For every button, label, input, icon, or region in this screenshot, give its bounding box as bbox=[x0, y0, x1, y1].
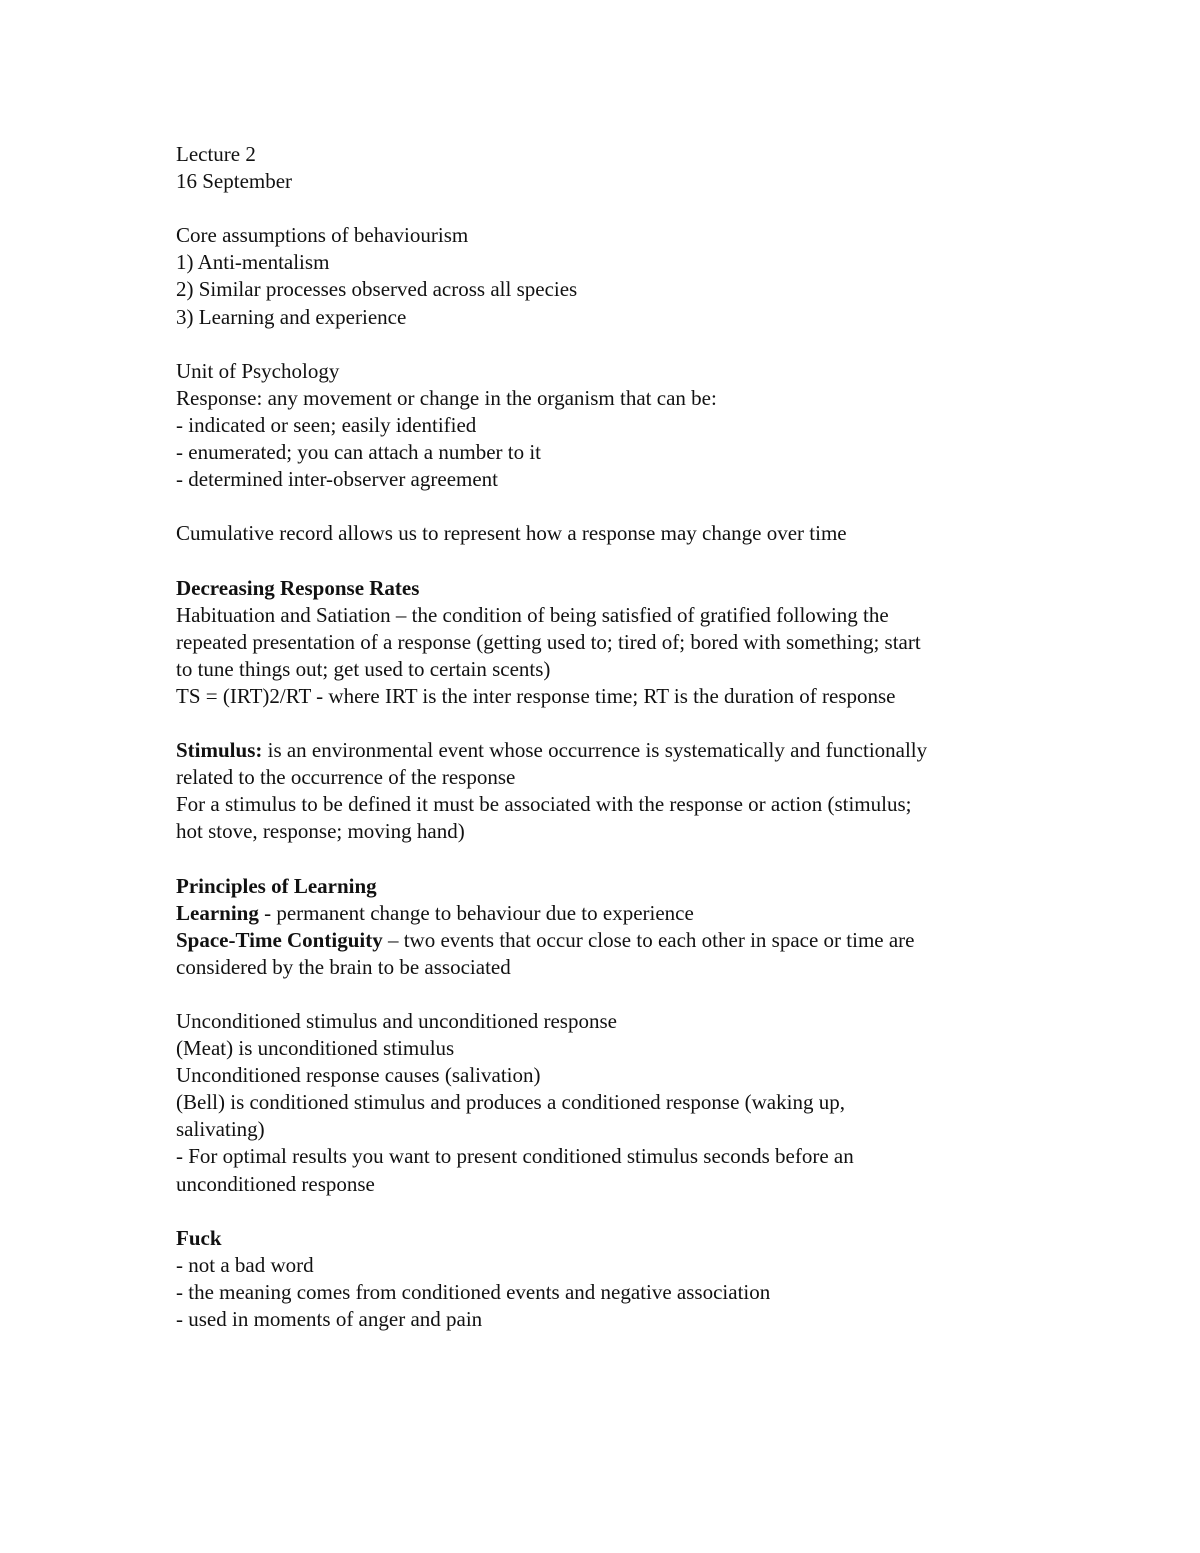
core-assumption-item: 1) Anti-mentalism bbox=[176, 250, 330, 275]
conditioning-line: Unconditioned stimulus and unconditioned response bbox=[176, 1009, 617, 1033]
conditioning-line: - For optimal results you want to present conditioned stimulus seconds before an bbox=[176, 1144, 854, 1169]
spacer bbox=[176, 493, 1036, 520]
word-heading: Fuck bbox=[176, 1225, 222, 1250]
core-assumptions-heading: Core assumptions of behaviourism bbox=[176, 223, 469, 248]
contiguity-definition-cont: considered by the brain to be associated bbox=[176, 954, 511, 979]
spacer bbox=[176, 547, 1036, 574]
learning-term: Learning bbox=[176, 900, 259, 925]
core-assumption-item: 2) Similar processes observed across all species bbox=[176, 277, 578, 302]
stimulus-note: For a stimulus to be defined it must be associated with the response or action (stimulus; bbox=[176, 792, 912, 817]
contiguity-definition-text: – two events that occur close to each other in space or time are bbox=[382, 927, 915, 952]
word-note: - used in moments of anger and pain bbox=[176, 1307, 483, 1332]
unit-heading: Unit of Psychology bbox=[176, 358, 340, 383]
principles-heading: Principles of Learning bbox=[176, 873, 377, 898]
spacer bbox=[176, 331, 1036, 358]
learning-definition-text: - permanent change to behaviour due to experience bbox=[258, 900, 694, 925]
word-note: - not a bad word bbox=[176, 1252, 314, 1277]
stimulus-definition-cont: related to the occurrence of the response bbox=[176, 765, 516, 790]
ts-formula: TS = (IRT)2/RT - where IRT is the inter response time; RT is the duration of response bbox=[176, 683, 896, 708]
lecture-title: Lecture 2 bbox=[176, 142, 256, 166]
document-page bbox=[176, 141, 1036, 1333]
spacer bbox=[176, 710, 1036, 737]
response-definition: Response: any movement or change in the organism that can be: bbox=[176, 385, 717, 410]
habituation-text: to tune things out; get used to certain scents) bbox=[176, 656, 551, 681]
core-assumption-item: 3) Learning and experience bbox=[176, 304, 407, 329]
spacer bbox=[176, 1198, 1036, 1225]
habituation-text: Habituation and Satiation – the condition of being satisfied of gratified following the bbox=[176, 602, 889, 627]
stimulus-definition bbox=[176, 737, 1036, 764]
learning-definition bbox=[176, 900, 1036, 927]
response-criterion: - enumerated; you can attach a number to it bbox=[176, 440, 542, 465]
conditioning-line: (Bell) is conditioned stimulus and produces a conditioned response (waking up, bbox=[176, 1090, 845, 1115]
stimulus-note-cont: hot stove, response; moving hand) bbox=[176, 819, 465, 844]
stimulus-definition-text: is an environmental event whose occurrence is systematically and functionally bbox=[262, 738, 928, 763]
response-criterion: - indicated or seen; easily identified bbox=[176, 412, 477, 437]
spacer bbox=[176, 981, 1036, 1008]
spacer bbox=[176, 845, 1036, 872]
conditioning-line: Unconditioned response causes (salivation) bbox=[176, 1063, 541, 1088]
habituation-text: repeated presentation of a response (getting used to; tired of; bored with something; start bbox=[176, 629, 921, 654]
contiguity-term: Space-Time Contiguity bbox=[176, 927, 383, 952]
cumulative-record-note: Cumulative record allows us to represent how a response may change over time bbox=[176, 521, 847, 546]
contiguity-definition bbox=[176, 927, 1036, 954]
conditioning-line: (Meat) is unconditioned stimulus bbox=[176, 1036, 455, 1061]
conditioning-line: salivating) bbox=[176, 1117, 265, 1142]
stimulus-term: Stimulus: bbox=[176, 738, 263, 763]
response-criterion: - determined inter-observer agreement bbox=[176, 467, 499, 492]
spacer bbox=[176, 195, 1036, 222]
word-note: - the meaning comes from conditioned events and negative association bbox=[176, 1279, 771, 1304]
decreasing-rates-heading: Decreasing Response Rates bbox=[176, 575, 420, 600]
conditioning-line: unconditioned response bbox=[176, 1171, 375, 1196]
lecture-date: 16 September bbox=[176, 169, 293, 194]
